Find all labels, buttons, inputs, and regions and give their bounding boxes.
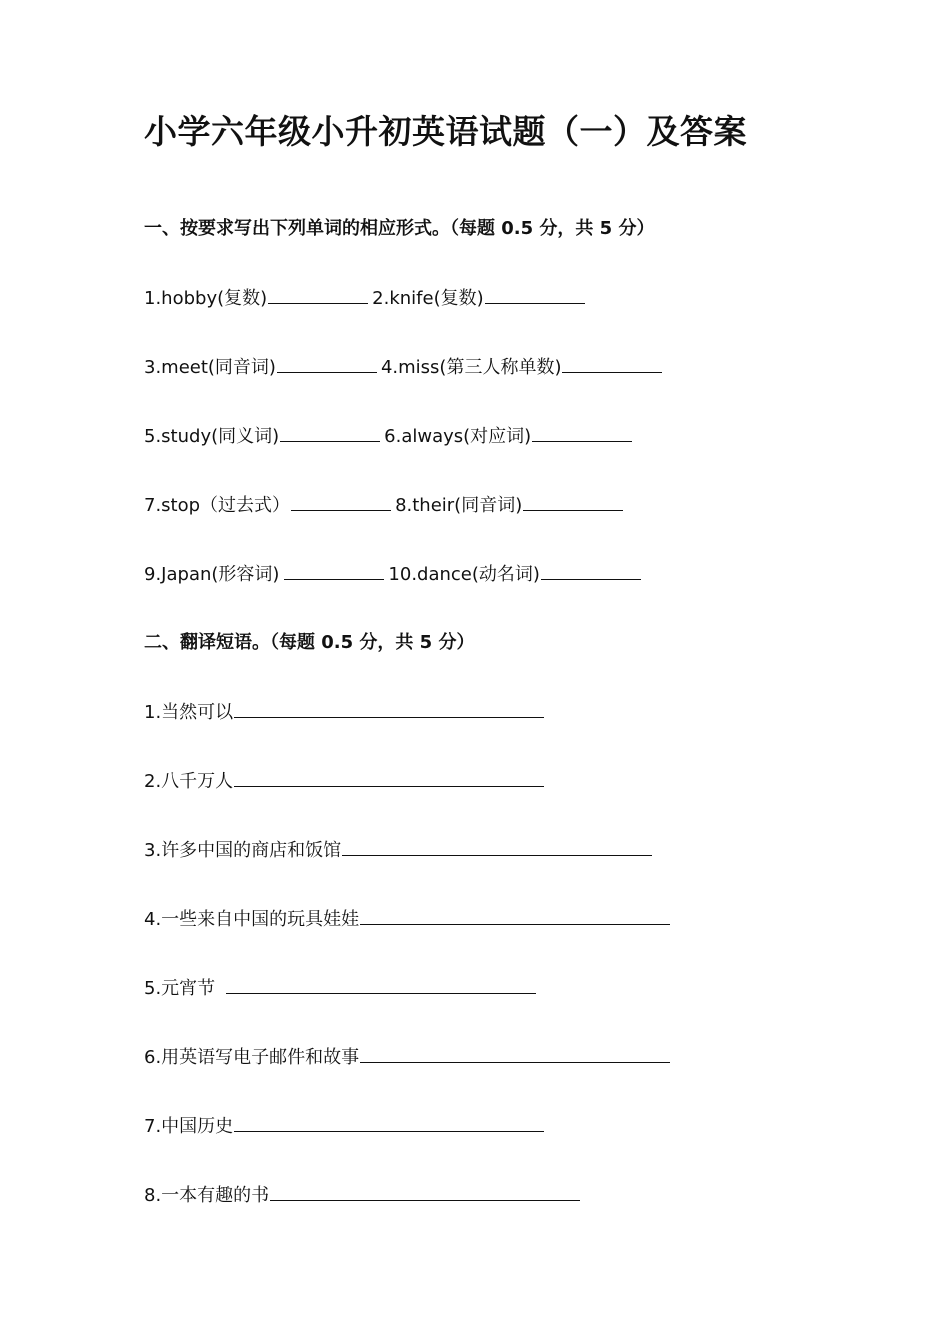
- answer-blank[interactable]: [485, 285, 585, 304]
- question-label: 5.study(同义词): [144, 426, 280, 447]
- section-2-item: [144, 975, 540, 1002]
- answer-blank[interactable]: [268, 285, 368, 304]
- section-1-row: [144, 423, 636, 450]
- section-2-item: [144, 1044, 674, 1071]
- answer-blank[interactable]: [234, 1113, 544, 1132]
- section-2-item: [144, 837, 656, 864]
- section-2-item: [144, 906, 674, 933]
- phrase-label: 4.一些来自中国的玩具娃娃: [144, 909, 360, 930]
- answer-blank[interactable]: [562, 354, 662, 373]
- answer-blank[interactable]: [532, 423, 632, 442]
- phrase-label: 3.许多中国的商店和饭馆: [144, 840, 342, 861]
- document-title: 小学六年级小升初英语试题（一）及答案: [144, 112, 747, 151]
- answer-blank[interactable]: [523, 492, 623, 511]
- section-2-item: [144, 699, 548, 726]
- answer-blank[interactable]: [226, 975, 536, 994]
- answer-blank[interactable]: [234, 768, 544, 787]
- question-label: 9.Japan(形容词): [144, 564, 280, 585]
- question-label: 6.always(对应词): [384, 426, 532, 447]
- section-2-heading: 二、翻译短语。（每题 0.5 分，共 5 分）: [144, 632, 475, 653]
- answer-blank[interactable]: [277, 354, 377, 373]
- question-label: 1.hobby(复数): [144, 288, 268, 309]
- phrase-label: 8.一本有趣的书: [144, 1185, 270, 1206]
- phrase-label: 2.八千万人: [144, 771, 234, 792]
- section-1-row: [144, 492, 627, 519]
- question-label: 8.their(同音词): [395, 495, 523, 516]
- answer-blank[interactable]: [360, 1044, 670, 1063]
- section-2-item: [144, 768, 548, 795]
- answer-blank[interactable]: [234, 699, 544, 718]
- section-2-item: [144, 1113, 548, 1140]
- answer-blank[interactable]: [342, 837, 652, 856]
- phrase-label: 6.用英语写电子邮件和故事: [144, 1047, 360, 1068]
- section-2-item: [144, 1182, 584, 1209]
- phrase-label: 7.中国历史: [144, 1116, 234, 1137]
- section-1-row: [144, 285, 589, 312]
- answer-blank[interactable]: [291, 492, 391, 511]
- phrase-label: 5.元宵节: [144, 978, 216, 999]
- phrase-label: 1.当然可以: [144, 702, 234, 723]
- answer-blank[interactable]: [270, 1182, 580, 1201]
- question-label: 7.stop（过去式）: [144, 495, 291, 516]
- section-1-heading: 一、按要求写出下列单词的相应形式。（每题 0.5 分，共 5 分）: [144, 218, 655, 239]
- question-label: 10.dance(动名词): [388, 564, 540, 585]
- answer-blank[interactable]: [284, 561, 384, 580]
- section-1-row: [144, 354, 666, 381]
- answer-blank[interactable]: [541, 561, 641, 580]
- section-1-row: [144, 561, 645, 588]
- question-label: 4.miss(第三人称单数): [380, 357, 562, 378]
- question-label: 3.meet(同音词): [144, 357, 276, 378]
- answer-blank[interactable]: [280, 423, 380, 442]
- question-label: 2.knife(复数): [372, 288, 484, 309]
- answer-blank[interactable]: [360, 906, 670, 925]
